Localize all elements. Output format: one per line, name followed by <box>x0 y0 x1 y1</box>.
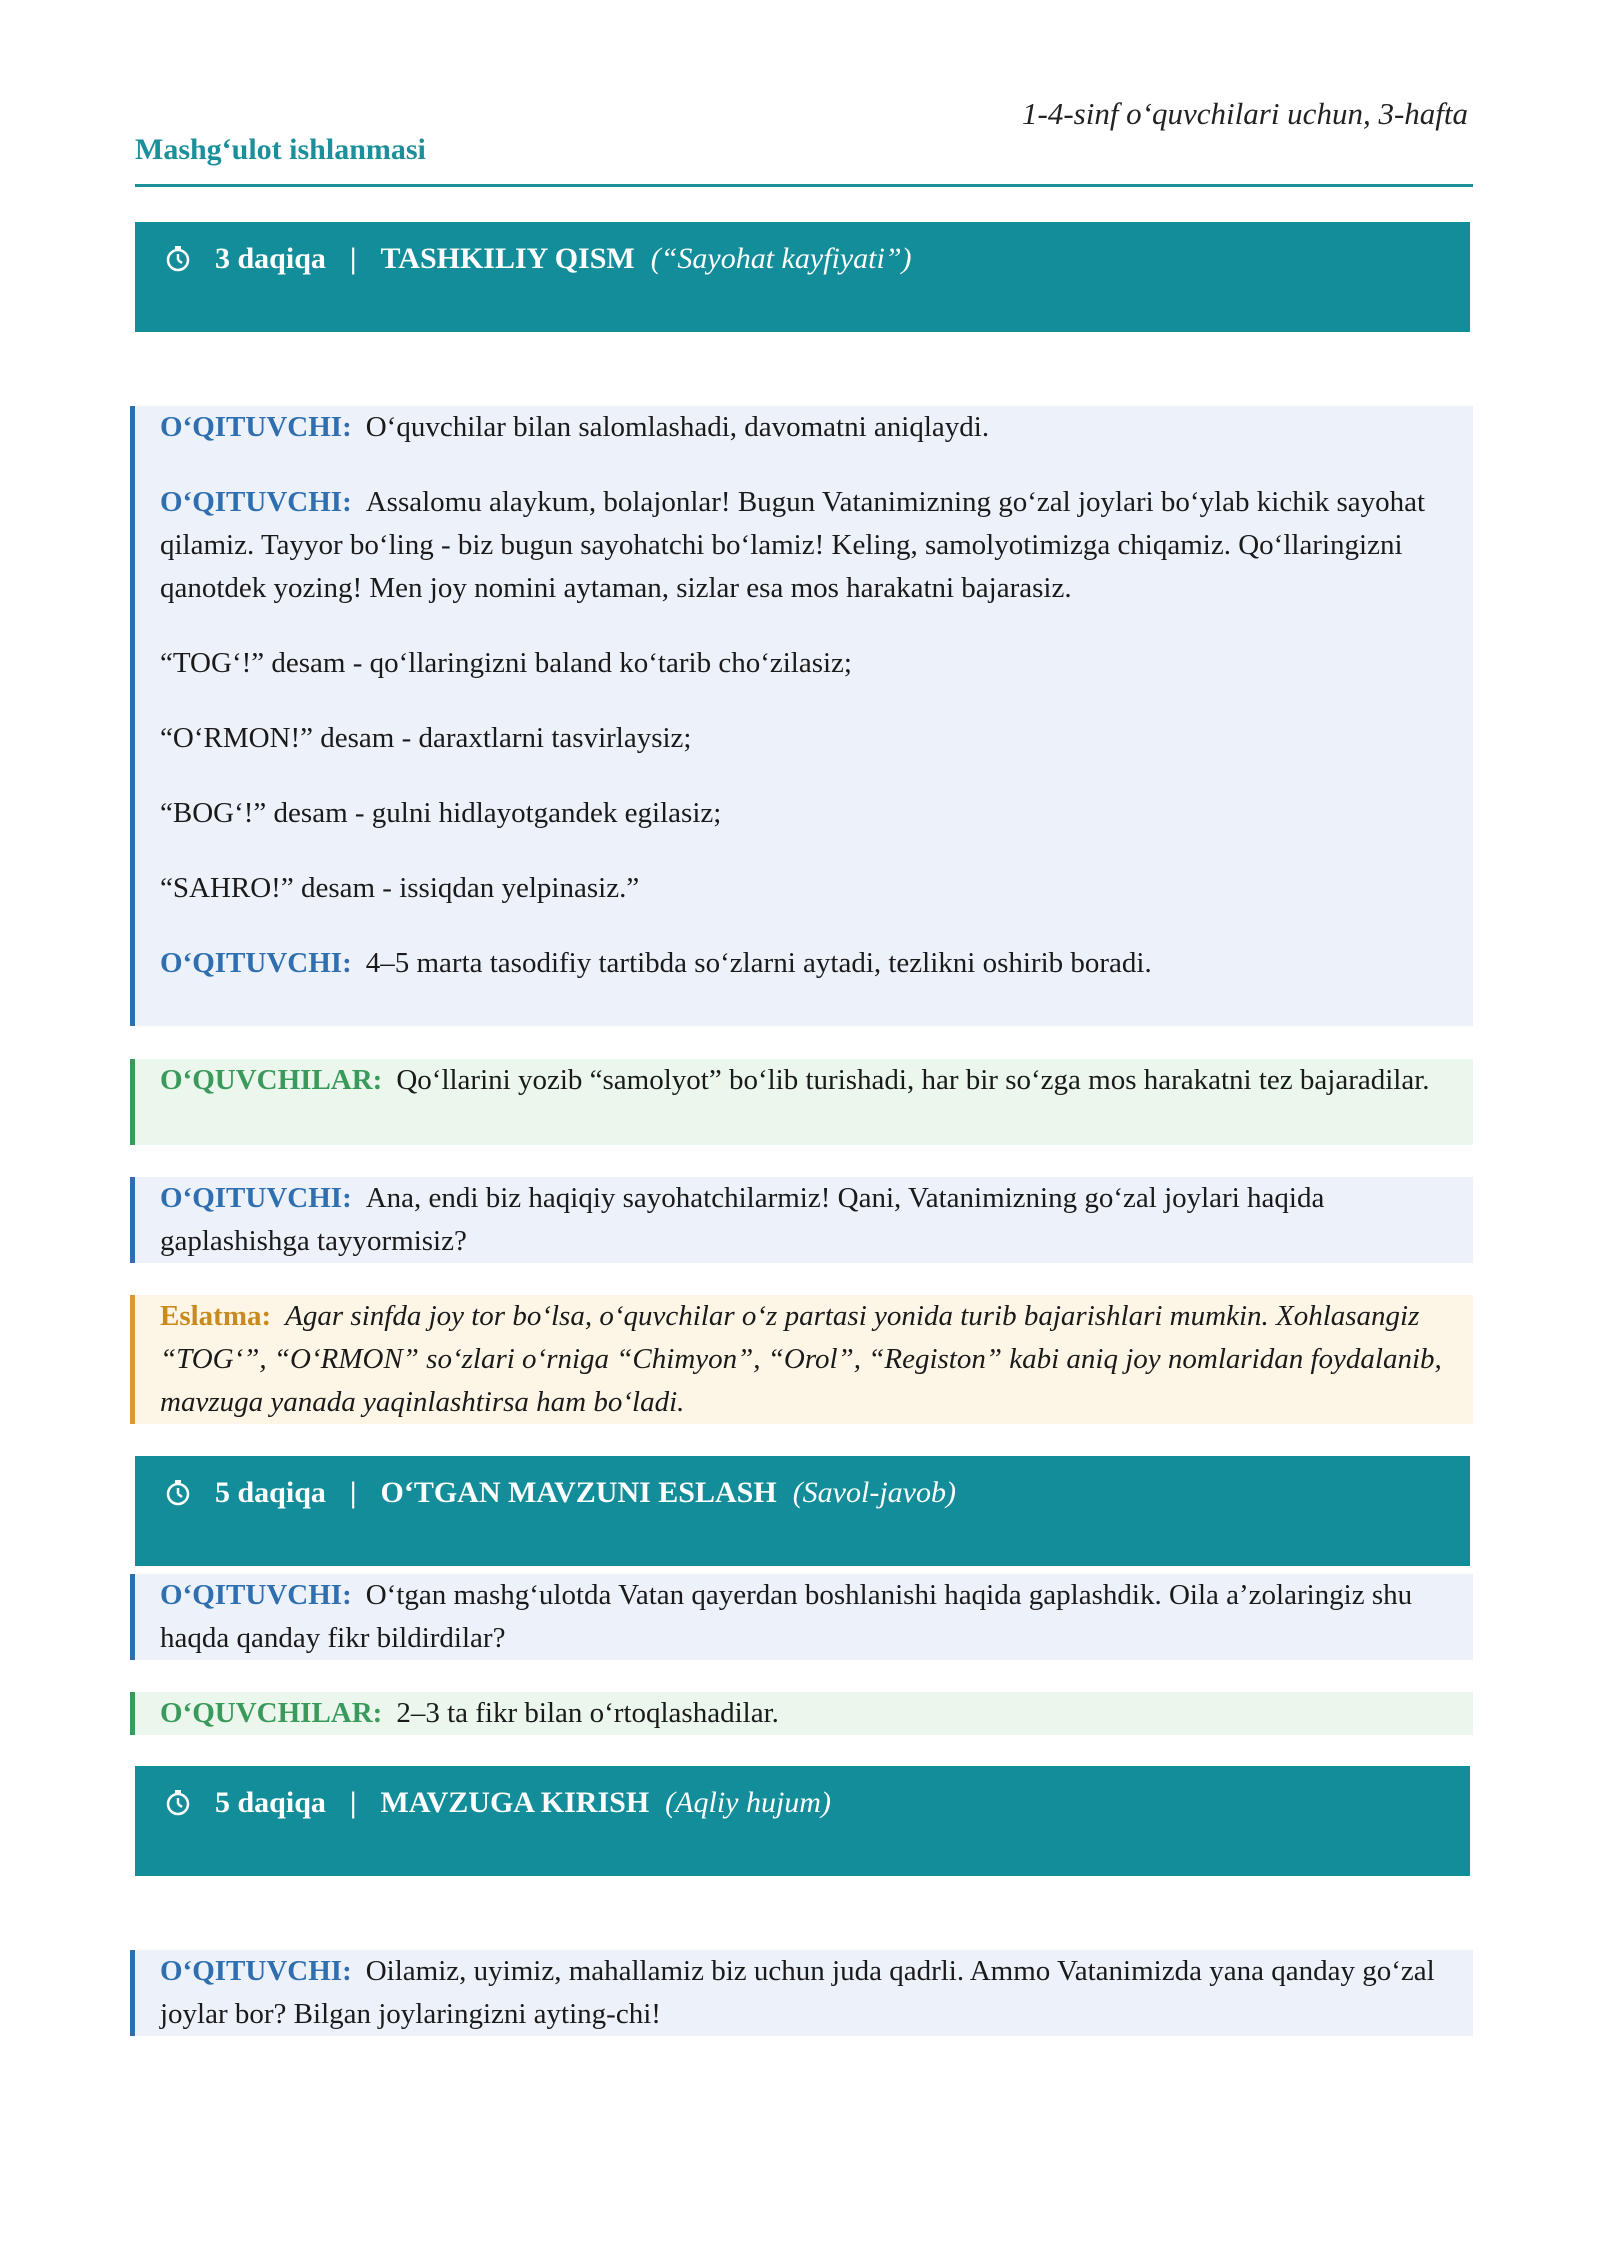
section-title: O‘TGAN MAVZUNI ESLASH <box>380 1476 777 1509</box>
stopwatch-icon <box>163 244 193 274</box>
instruction-line: “O‘RMON!” desam - daraxtlarni tasvirlaysiz; <box>160 722 692 754</box>
note-text: Agar sinfda joy tor bo‘lsa, o‘quvchilar o‘z partasi yonida turib bajarishlari mumkin. Xohlasangiz “TOG‘”, “O‘RMON” so‘zlari o‘rniga “Chimyon”, “Orol”, “Registon” kabi aniq joy nomlaridan foydalanib, mavzuga yanada yaqinlashtirsa ham bo‘ladi. <box>160 1300 1442 1418</box>
section-title: TASHKILIY QISM <box>380 242 635 275</box>
section-band-organizational <box>135 222 1470 332</box>
section-subtitle: (Aqliy hujum) <box>665 1786 831 1819</box>
section-duration: 5 daqiqa <box>215 1786 326 1819</box>
dialogue-text: O‘quvchilar bilan salomlashadi, davomatni aniqlaydi. <box>365 411 990 443</box>
dialogue-text: 2–3 ta fikr bilan o‘rtoqlashadilar. <box>396 1697 779 1729</box>
dialogue-line <box>160 942 1455 985</box>
dialogue-line <box>160 406 1455 449</box>
page-title: Mashg‘ulot ishlanmasi <box>135 133 426 166</box>
dialogue-text: Assalomu alaykum, bolajonlar! Bugun Vatanimizning go‘zal joylari bo‘ylab kichik sayohat qilamiz. Tayyor bo‘ling - biz bugun sayohatchi bo‘lamiz! Keling, samolyotimizga chiqamiz. Qo‘llaringizni qanotdek yozing! Men joy nomini aytaman, sizlar esa mos harakatni bajarasiz. <box>160 486 1426 604</box>
teacher-block <box>130 1950 1473 2036</box>
students-block <box>130 1692 1473 1735</box>
speaker-label: O‘QITUVCHI: <box>160 1182 352 1214</box>
stopwatch-icon <box>163 1788 193 1818</box>
header-rule <box>135 184 1473 187</box>
dialogue-text: 4–5 marta tasodifiy tartibda so‘zlarni aytadi, tezlikni oshirib boradi. <box>365 947 1152 979</box>
section-separator: | <box>349 242 357 275</box>
section-band-intro <box>135 1766 1470 1876</box>
students-block <box>130 1059 1473 1145</box>
teacher-block <box>130 406 1473 1026</box>
section-separator: | <box>349 1476 357 1509</box>
section-subtitle: (Savol-javob) <box>792 1476 956 1509</box>
section-subtitle: (“Sayohat kayfiyati”) <box>650 242 912 275</box>
dialogue-text: Oilamiz, uyimiz, mahallamiz biz uchun juda qadrli. Ammo Vatanimizda yana qanday go‘zal joylar bor? Bilgan joylaringizni ayting-chi! <box>160 1955 1435 2030</box>
stopwatch-icon <box>163 1478 193 1508</box>
dialogue-text: Ana, endi biz haqiqiy sayohatchilarmiz! Qani, Vatanimizning go‘zal joylari haqida gaplashishga tayyormisiz? <box>160 1182 1325 1257</box>
teacher-block <box>130 1574 1473 1660</box>
section-duration: 5 daqiqa <box>215 1476 326 1509</box>
speaker-label: O‘QITUVCHI: <box>160 1955 352 1987</box>
note-block <box>130 1295 1473 1424</box>
section-title: MAVZUGA KIRISH <box>380 1786 650 1819</box>
instruction-line: “BOG‘!” desam - gulni hidlayotgandek egilasiz; <box>160 797 722 829</box>
instruction-line: “TOG‘!” desam - qo‘llaringizni baland ko‘tarib cho‘zilasiz; <box>160 647 852 679</box>
speaker-label: O‘QITUVCHI: <box>160 1579 352 1611</box>
speaker-label: O‘QUVCHILAR: <box>160 1064 383 1096</box>
instruction-line: “SAHRO!” desam - issiqdan yelpinasiz.” <box>160 872 640 904</box>
speaker-label: O‘QITUVCHI: <box>160 411 352 443</box>
section-duration: 3 daqiqa <box>215 242 326 275</box>
section-separator: | <box>349 1786 357 1819</box>
speaker-label: O‘QUVCHILAR: <box>160 1697 383 1729</box>
speaker-label: O‘QITUVCHI: <box>160 486 352 518</box>
dialogue-line <box>160 481 1455 610</box>
teacher-block <box>130 1177 1473 1263</box>
dialogue-text: Qo‘llarini yozib “samolyot” bo‘lib turishadi, har bir so‘zga mos harakatni tez bajaradilar. <box>396 1064 1430 1096</box>
speaker-label: O‘QITUVCHI: <box>160 947 352 979</box>
note-label: Eslatma: <box>160 1300 272 1332</box>
section-band-review <box>135 1456 1470 1566</box>
dialogue-text: O‘tgan mashg‘ulotda Vatan qayerdan boshlanishi haqida gaplashdik. Oila a’zolaringiz shu haqda qanday fikr bildirdilar? <box>160 1579 1413 1654</box>
page-subtitle: 1-4-sinf o‘quvchilari uchun, 3-hafta <box>1022 96 1468 131</box>
